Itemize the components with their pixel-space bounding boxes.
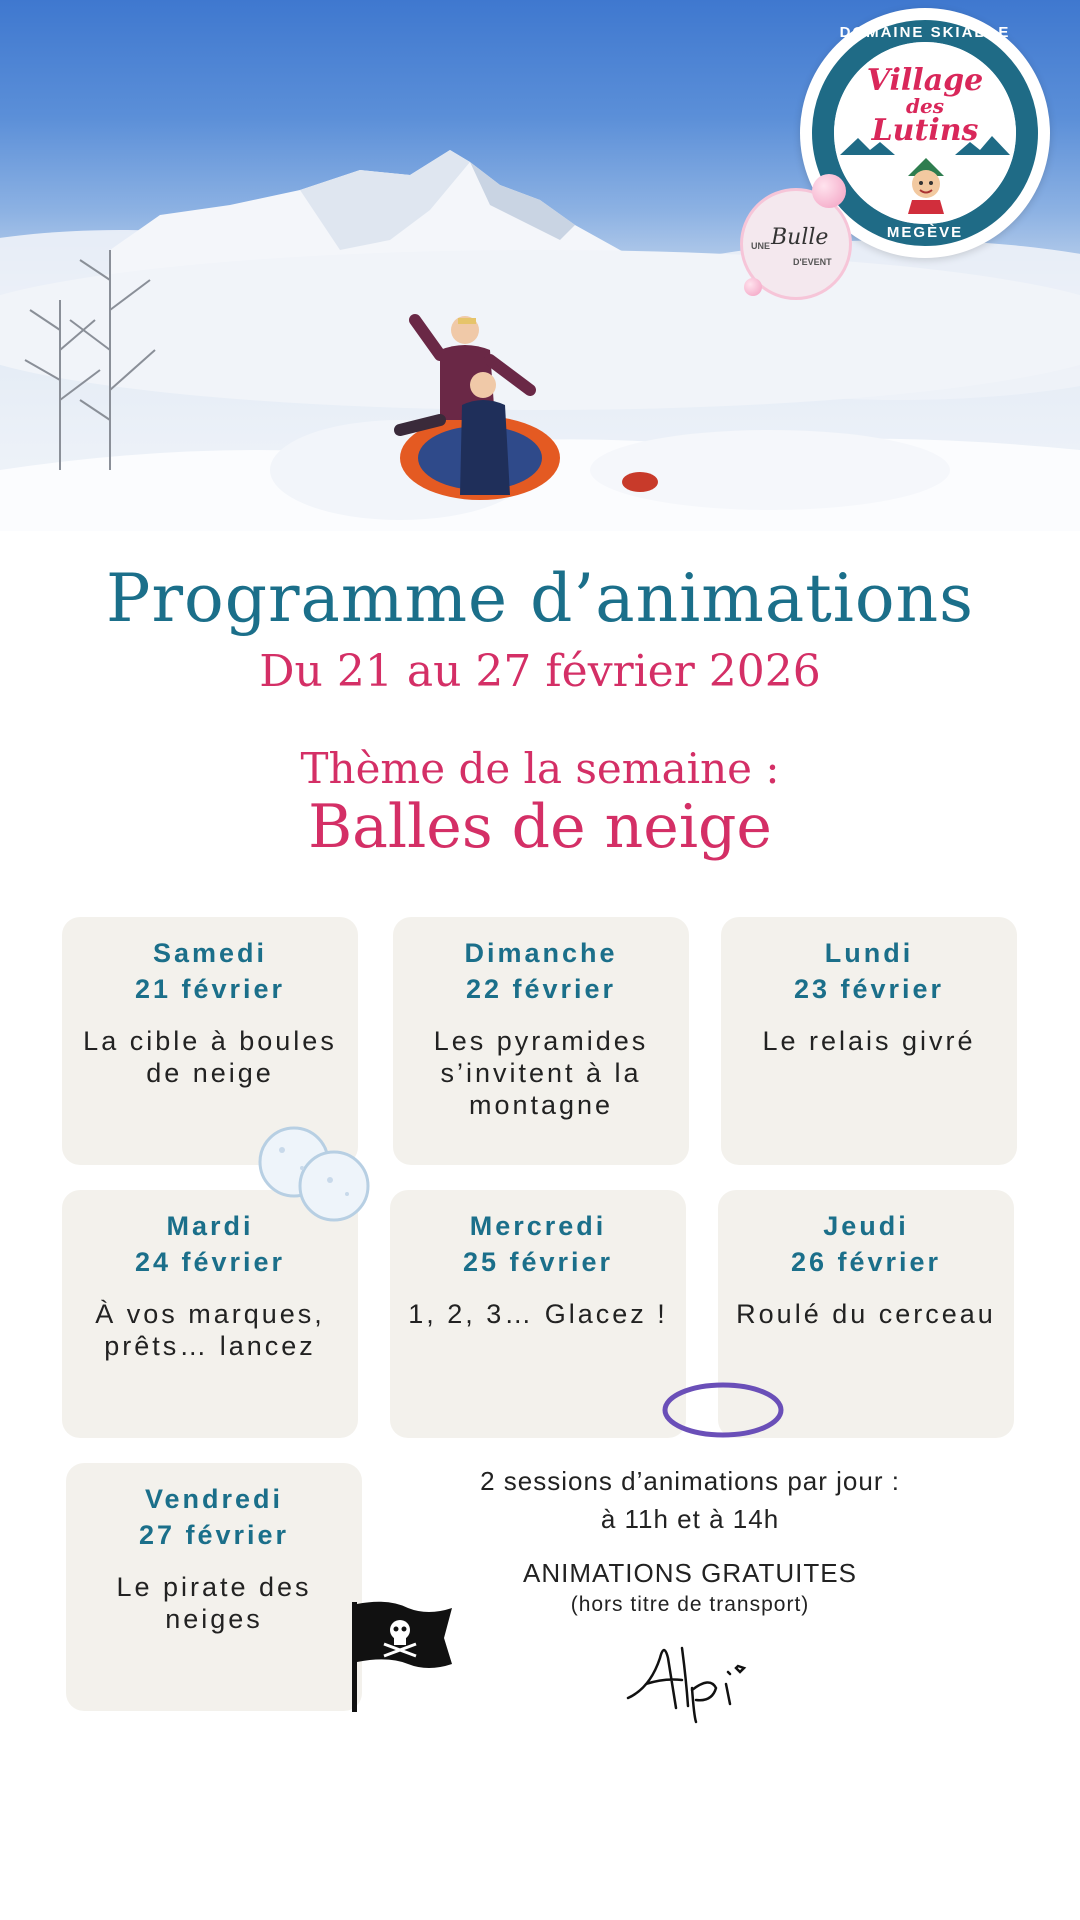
day-activity: À vos marques, prêts… lancez <box>95 1299 325 1361</box>
day-name: Vendredi <box>144 1484 284 1514</box>
day-date: 26 février <box>790 1247 942 1277</box>
day-name: Dimanche <box>464 938 618 968</box>
day-card-mardi <box>62 1190 358 1438</box>
day-date: 24 février <box>134 1247 286 1277</box>
day-card-mercredi <box>390 1190 686 1438</box>
alpi-signature-logo <box>620 1628 760 1724</box>
info-block <box>400 1462 980 1617</box>
scribble-circle-icon <box>660 1378 786 1442</box>
bulle-name: Bulle <box>771 225 829 250</box>
transport-note: (hors titre de transport) <box>570 1593 810 1616</box>
day-card-vendredi <box>66 1463 362 1711</box>
day-date: 27 février <box>138 1520 290 1550</box>
day-card-dimanche <box>393 917 689 1165</box>
badge-title-line2: des <box>906 94 944 118</box>
theme-label: Thème de la semaine : <box>300 744 780 793</box>
sessions-line2: à 11h et à 14h <box>600 1504 780 1534</box>
day-name: Mardi <box>166 1211 254 1241</box>
day-date: 23 février <box>793 974 945 1004</box>
hero-photo <box>0 0 1080 531</box>
badge-title-line1: Village <box>866 63 984 98</box>
day-activity: La cible à boules de neige <box>83 1026 337 1088</box>
badge-top-text: DOMAINE SKIABLE <box>839 24 1011 41</box>
mountains-icon <box>840 120 1010 160</box>
bulle-suffix: D'EVENT <box>793 257 832 267</box>
badge-title-line3: Lutins <box>871 113 979 148</box>
bubble-icon <box>812 174 846 208</box>
day-name: Mercredi <box>469 1211 607 1241</box>
snowball-icon <box>252 1120 382 1225</box>
day-activity: Le relais givré <box>762 1026 976 1056</box>
day-date: 21 février <box>134 974 286 1004</box>
day-card-lundi <box>721 917 1017 1165</box>
day-activity: Roulé du cerceau <box>736 1299 996 1329</box>
day-activity: Les pyramides s’invitent à la montagne <box>433 1026 649 1120</box>
bulle-prefix: UNE <box>751 241 771 251</box>
badge-bottom-text: MEGÈVE <box>886 224 964 241</box>
day-name: Lundi <box>824 938 914 968</box>
program-dates: Du 21 au 27 février 2026 <box>259 646 821 697</box>
day-date: 22 février <box>465 974 617 1004</box>
sessions-line1: 2 sessions d’animations par jour : <box>480 1466 900 1496</box>
day-activity: 1, 2, 3… Glacez ! <box>408 1299 668 1329</box>
program-title: Programme d’animations <box>106 560 974 637</box>
bubble-icon <box>744 278 762 296</box>
day-name: Jeudi <box>823 1211 909 1241</box>
free-animations: ANIMATIONS GRATUITES <box>523 1558 857 1588</box>
elf-icon <box>900 156 952 214</box>
day-date: 25 février <box>462 1247 614 1277</box>
day-activity: Le pirate des neiges <box>116 1572 312 1634</box>
theme-name: Balles de neige <box>308 792 772 862</box>
day-name: Samedi <box>152 938 268 968</box>
